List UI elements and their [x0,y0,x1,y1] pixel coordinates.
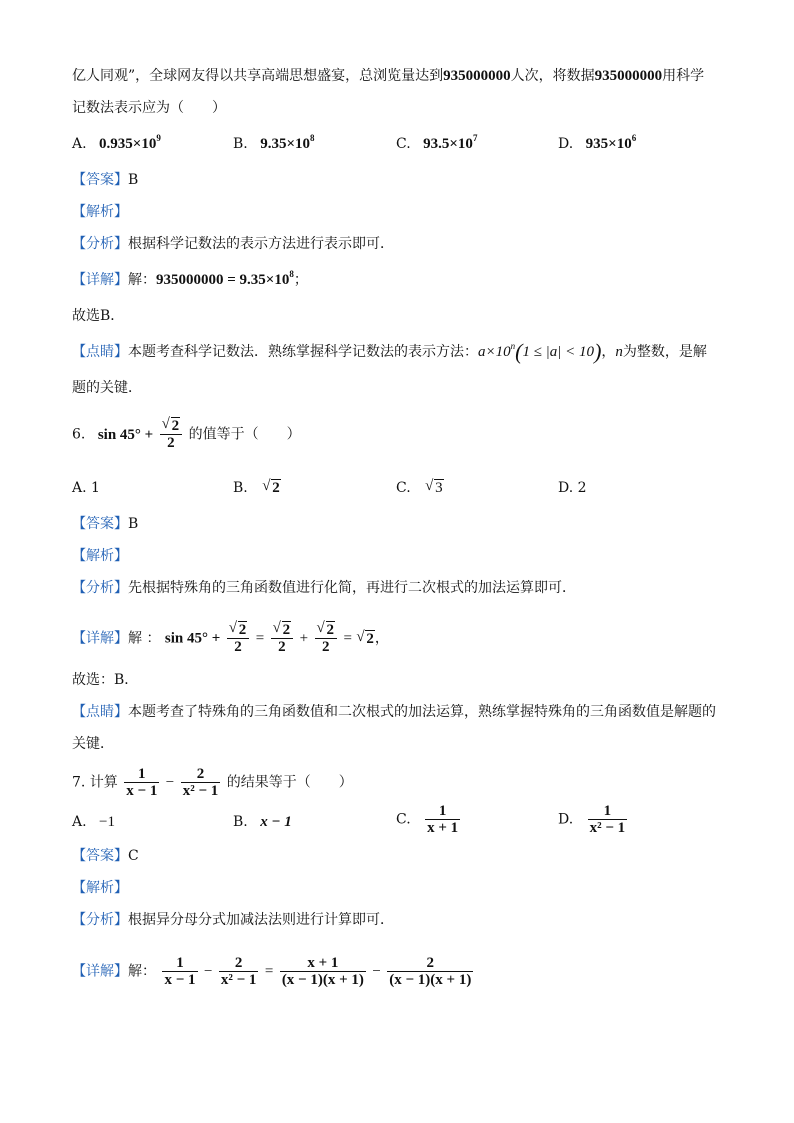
q5-stem-text-c: 用科学 [662,68,705,84]
q5-dianjing-line2: 题的关键． [72,380,142,396]
q7-option-c[interactable] [396,803,462,836]
xiangjie-tag: 【详解】 [72,272,128,288]
option-label: C. [396,811,411,828]
q5-option-b[interactable] [233,134,315,154]
option-label: D. [558,136,574,152]
q5-option-c[interactable] [396,134,477,154]
answer-value: B [128,516,139,532]
xiangjie-frac-1: $\frac{1}{x - 1}$ [164,955,196,988]
dianjing-text: 本题考查了特殊角的三角函数值和二次根式的加法运算，熟练掌握特殊角的三角函数值是解题的 [128,704,716,720]
q7-xiangjie: 【详解】解： $\frac{1}{x - 1}$ − $\frac{2}{\text{x² − 1}}$ = $\frac{x + 1}{(x - 1)(x + 1)}$ − $\frac{2}{(x - 1)(x + 1)}$ [72,955,472,988]
q6-analysis-tag: 【解析】 [72,548,128,564]
xiangjie-prefix: 解 ： [128,630,161,647]
answer-value: B [128,172,139,188]
option-value: √ 2 [262,478,280,496]
q7-option-b[interactable] [233,812,292,832]
q5-stem-text: 亿人同观”，全球网友得以共享高端思想盛宴，总浏览量达到 [72,68,444,84]
xiangjie-prefix: 解： [128,272,156,288]
answer-tag: 【答案】 [72,848,128,864]
answer-value: C [128,848,139,864]
q6-stem-math: sin 45° + [97,426,154,443]
q5-fenxi [72,234,394,254]
xiangjie-result: √ 2 [356,628,374,647]
q5-number-1: 935000000 [443,68,511,84]
q5-dianjing: 【点睛】本题考查科学记数法．熟练掌握科学记数法的表示方法：$a\times 10^n(1 \le |a| < 10)$，n为整数，是解 [72,339,707,364]
option-value: $\frac{1}{\text{x² − 1}}$ [589,803,626,836]
q5-analysis-tag: 【解析】 [72,204,128,220]
fenxi-text: 先根据特殊角的三角函数值进行化简，再进行二次根式的加法运算即可． [128,580,576,596]
xiangjie-frac-3: √ 2 2 [315,622,338,655]
answer-tag: 【答案】 [72,172,128,188]
fenxi-tag: 【分析】 [72,580,128,596]
q6-option-c[interactable] [396,478,444,498]
q7-number: 7. 计算 [72,774,118,791]
q7-frac-2: $\frac{2}{\text{x² − 1}}$ [182,766,219,799]
option-label: C. [396,136,411,152]
q7-stem: 7. 计算 $\frac{1}{x - 1}$ − $\frac{2}{\text{x² − 1}}$ 的结果等于（ ） [72,766,353,799]
q6-answer [72,514,138,534]
option-label: C. [396,480,411,496]
q6-dianjing-line2: 关键． [72,736,114,752]
q6-choose: 故选：B． [72,672,139,688]
xiangjie-frac-2: √ 2 2 [271,622,294,655]
q6-number: 6. [72,426,86,443]
q5-option-a[interactable] [72,134,161,154]
option-value: $93.5\times 10^7$ [423,133,478,152]
option-value: $\frac{1}{x + 1}$ [427,803,459,836]
q7-option-a[interactable] [72,812,115,832]
option-value: x − 1 [260,814,292,830]
q6-dianjing [72,702,716,722]
q5-choose: 故选B． [72,308,125,324]
dianjing-tag: 【点睛】 [72,344,128,360]
option-label: B. [233,136,248,152]
xiangjie-frac-3: $\frac{x + 1}{(x - 1)(x + 1)}$ [281,955,364,988]
q6-option-b[interactable] [233,478,281,498]
q5-stem-line1 [72,66,704,86]
option-value: $935\times 10^6$ [585,133,637,152]
option-label: A. [72,814,87,830]
q7-answer [72,846,139,866]
option-value: √ 3 [425,478,443,496]
dianjing-text: 本题考查科学记数法．熟练掌握科学记数法的表示方法： [128,344,478,360]
xiangjie-tag: 【详解】 [72,963,128,980]
dianjing-tag: 【点睛】 [72,704,128,720]
xiangjie-prefix: 解： [128,963,156,980]
q5-option-d[interactable] [558,134,636,154]
option-label: A. [72,136,87,152]
q5-number-2: 935000000 [594,68,663,84]
answer-tag: 【答案】 [72,516,128,532]
option-label: D. [558,811,574,828]
option-label: B. [233,814,248,830]
q5-xiangjie: 【详解】解：$935000000 = 9.35\times 10^8$； [72,269,308,288]
q6-option-d[interactable]: D. 2 [558,480,587,496]
option-value: −1 [99,814,115,830]
q6-stem-text: 的值等于（ ） [188,426,301,443]
fenxi-text: 根据科学记数法的表示方法进行表示即可． [128,236,394,252]
q6-stem-fraction: √ 2 2 [160,418,183,451]
q6-option-a[interactable]: A. 1 [72,480,100,496]
xiangjie-equation: $935000000 = 9.35\times 10^8$ [156,269,294,288]
xiangjie-tag: 【详解】 [72,630,128,647]
dianjing-formula: $a\times 10^n(1 \le |a| < 10)$ [478,339,602,364]
xiangjie-sin: sin 45° + [164,630,221,647]
fenxi-tag: 【分析】 [72,236,128,252]
xiangjie-frac-4: $\frac{2}{(x - 1)(x + 1)}$ [389,955,472,988]
q7-fenxi [72,910,394,930]
q6-stem [72,418,301,451]
xiangjie-frac-2: $\frac{2}{\text{x² − 1}}$ [220,955,257,988]
q6-xiangjie: 【详解】解 ： sin 45° + √ 2 2 = √ 2 2 + √ 2 2 = √ 2， [72,620,389,655]
option-value: $9.35\times 10^8$ [260,133,315,152]
fenxi-text: 根据异分母分式加减法法则进行计算即可． [128,912,394,928]
q7-option-d[interactable] [558,803,629,836]
fenxi-tag: 【分析】 [72,912,128,928]
q5-answer [72,170,138,190]
option-label: B. [233,480,248,496]
option-value: $0.935\times 10^9$ [99,133,161,152]
q7-stem-text: 的结果等于（ ） [226,774,353,791]
xiangjie-frac-1: √ 2 2 [227,622,250,655]
q7-frac-1: $\frac{1}{x - 1}$ [126,766,158,799]
q7-analysis-tag: 【解析】 [72,880,128,896]
q5-stem-line2: 记数法表示应为（ ） [72,100,226,116]
q6-fenxi [72,578,576,598]
q5-stem-text-b: 人次，将数据 [510,68,595,84]
